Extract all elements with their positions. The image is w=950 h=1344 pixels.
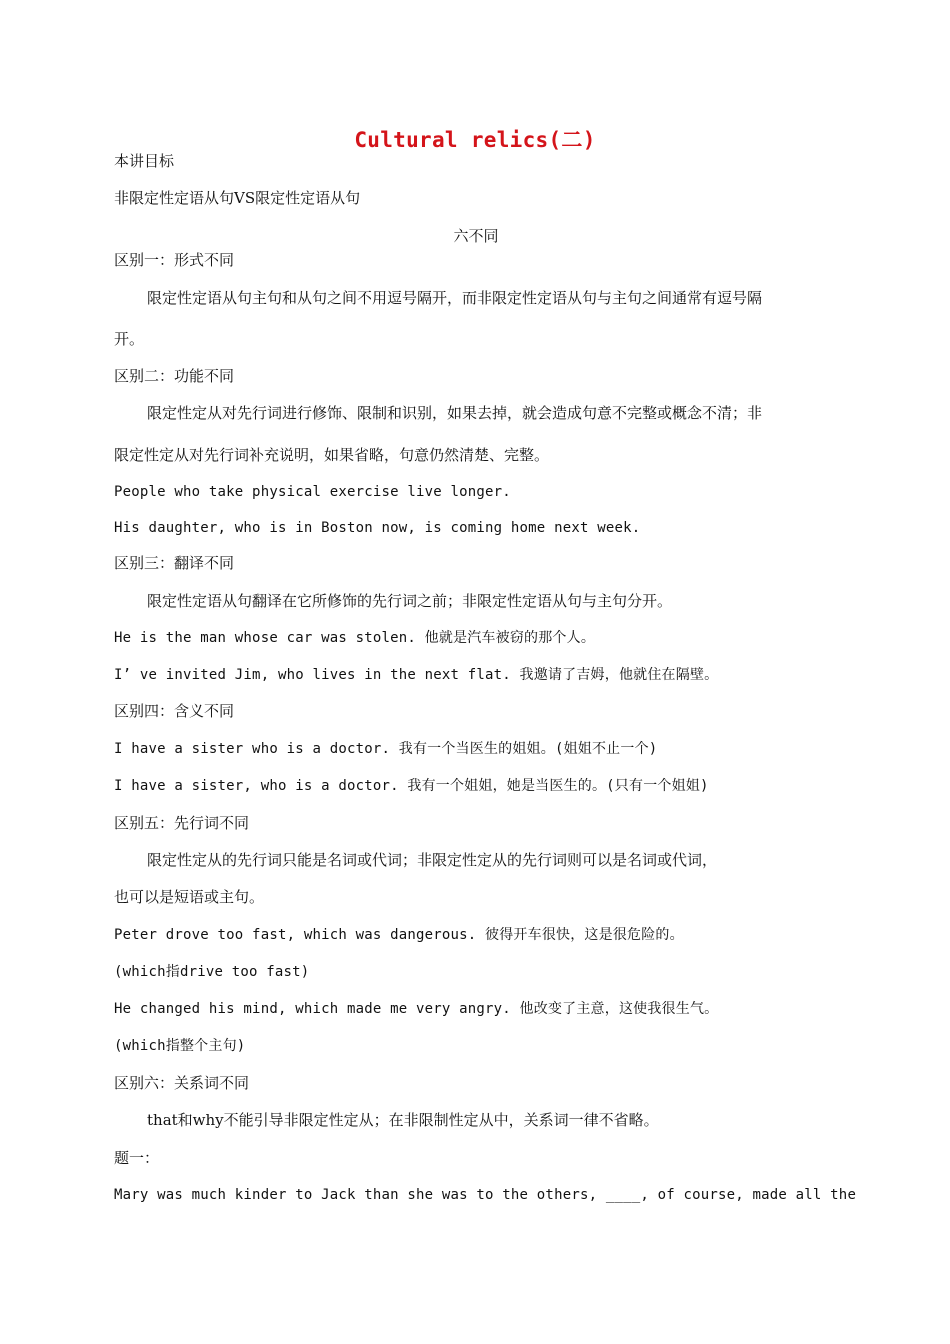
difference-5-paragraph-line-2: 也可以是短语或主句。 [114,888,265,906]
difference-2-paragraph-line-1: 限定性定从对先行词进行修饰、限制和识别，如果去掉，就会造成句意不完整或概念不清；非 [147,404,763,422]
section-heading-six-differences: 六不同 [453,227,499,245]
difference-6-heading: 区别六：关系词不同 [114,1074,250,1092]
difference-3-paragraph: 限定性定语从句翻译在它所修饰的先行词之前；非限定性定语从句与主句分开。 [147,592,673,610]
difference-5-heading: 区别五：先行词不同 [114,814,250,832]
difference-5-example-1-note: (which指drive too fast) [114,964,310,980]
difference-5-example-1: Peter drove too fast, which was dangerous. 彼得开车很快，这是很危险的。 [114,927,684,943]
lesson-goal-label: 本讲目标 [114,152,175,170]
difference-4-example-2: I have a sister, who is a doctor. 我有一个姐姐，她是当医生的。(只有一个姐姐) [114,778,709,794]
difference-1-heading: 区别一：形式不同 [114,251,235,269]
page-title: Cultural relics(二) [354,128,596,152]
difference-1-paragraph-line-1: 限定性定语从句主句和从句之间不用逗号隔开，而非限定性定语从句与主句之间通常有逗号隔 [147,289,763,307]
topic-heading: 非限定性定语从句VS限定性定语从句 [114,189,361,207]
difference-2-paragraph-line-2: 限定性定从对先行词补充说明，如果省略，句意仍然清楚、完整。 [114,446,550,464]
difference-1-paragraph-line-2: 开。 [114,330,145,348]
difference-5-example-2: He changed his mind, which made me very angry. 他改变了主意，这使我很生气。 [114,1001,719,1017]
difference-6-paragraph: that和why不能引导非限定性定从；在非限制性定从中，关系词一律不省略。 [147,1111,659,1129]
difference-2-example-1: People who take physical exercise live longer. [114,484,511,500]
question-1-label: 题一： [114,1149,160,1167]
difference-3-example-1: He is the man whose car was stolen. 他就是汽车被窃的那个人。 [114,630,596,646]
difference-3-example-2: I’ ve invited Jim, who lives in the next flat. 我邀请了吉姆，他就住在隔壁。 [114,667,719,683]
difference-2-heading: 区别二：功能不同 [114,367,235,385]
difference-2-example-2: His daughter, who is in Boston now, is coming home next week. [114,520,641,536]
difference-4-heading: 区别四：含义不同 [114,702,235,720]
difference-5-example-2-note: (which指整个主句) [114,1038,246,1054]
question-1-text: Mary was much kinder to Jack than she was to the others, ____, of course, made all the [114,1187,857,1203]
difference-5-paragraph-line-1: 限定性定从的先行词只能是名词或代词；非限定性定从的先行词则可以是名词或代词， [147,851,718,869]
difference-3-heading: 区别三：翻译不同 [114,554,235,572]
difference-4-example-1: I have a sister who is a doctor. 我有一个当医生的姐姐。(姐姐不止一个) [114,741,658,757]
